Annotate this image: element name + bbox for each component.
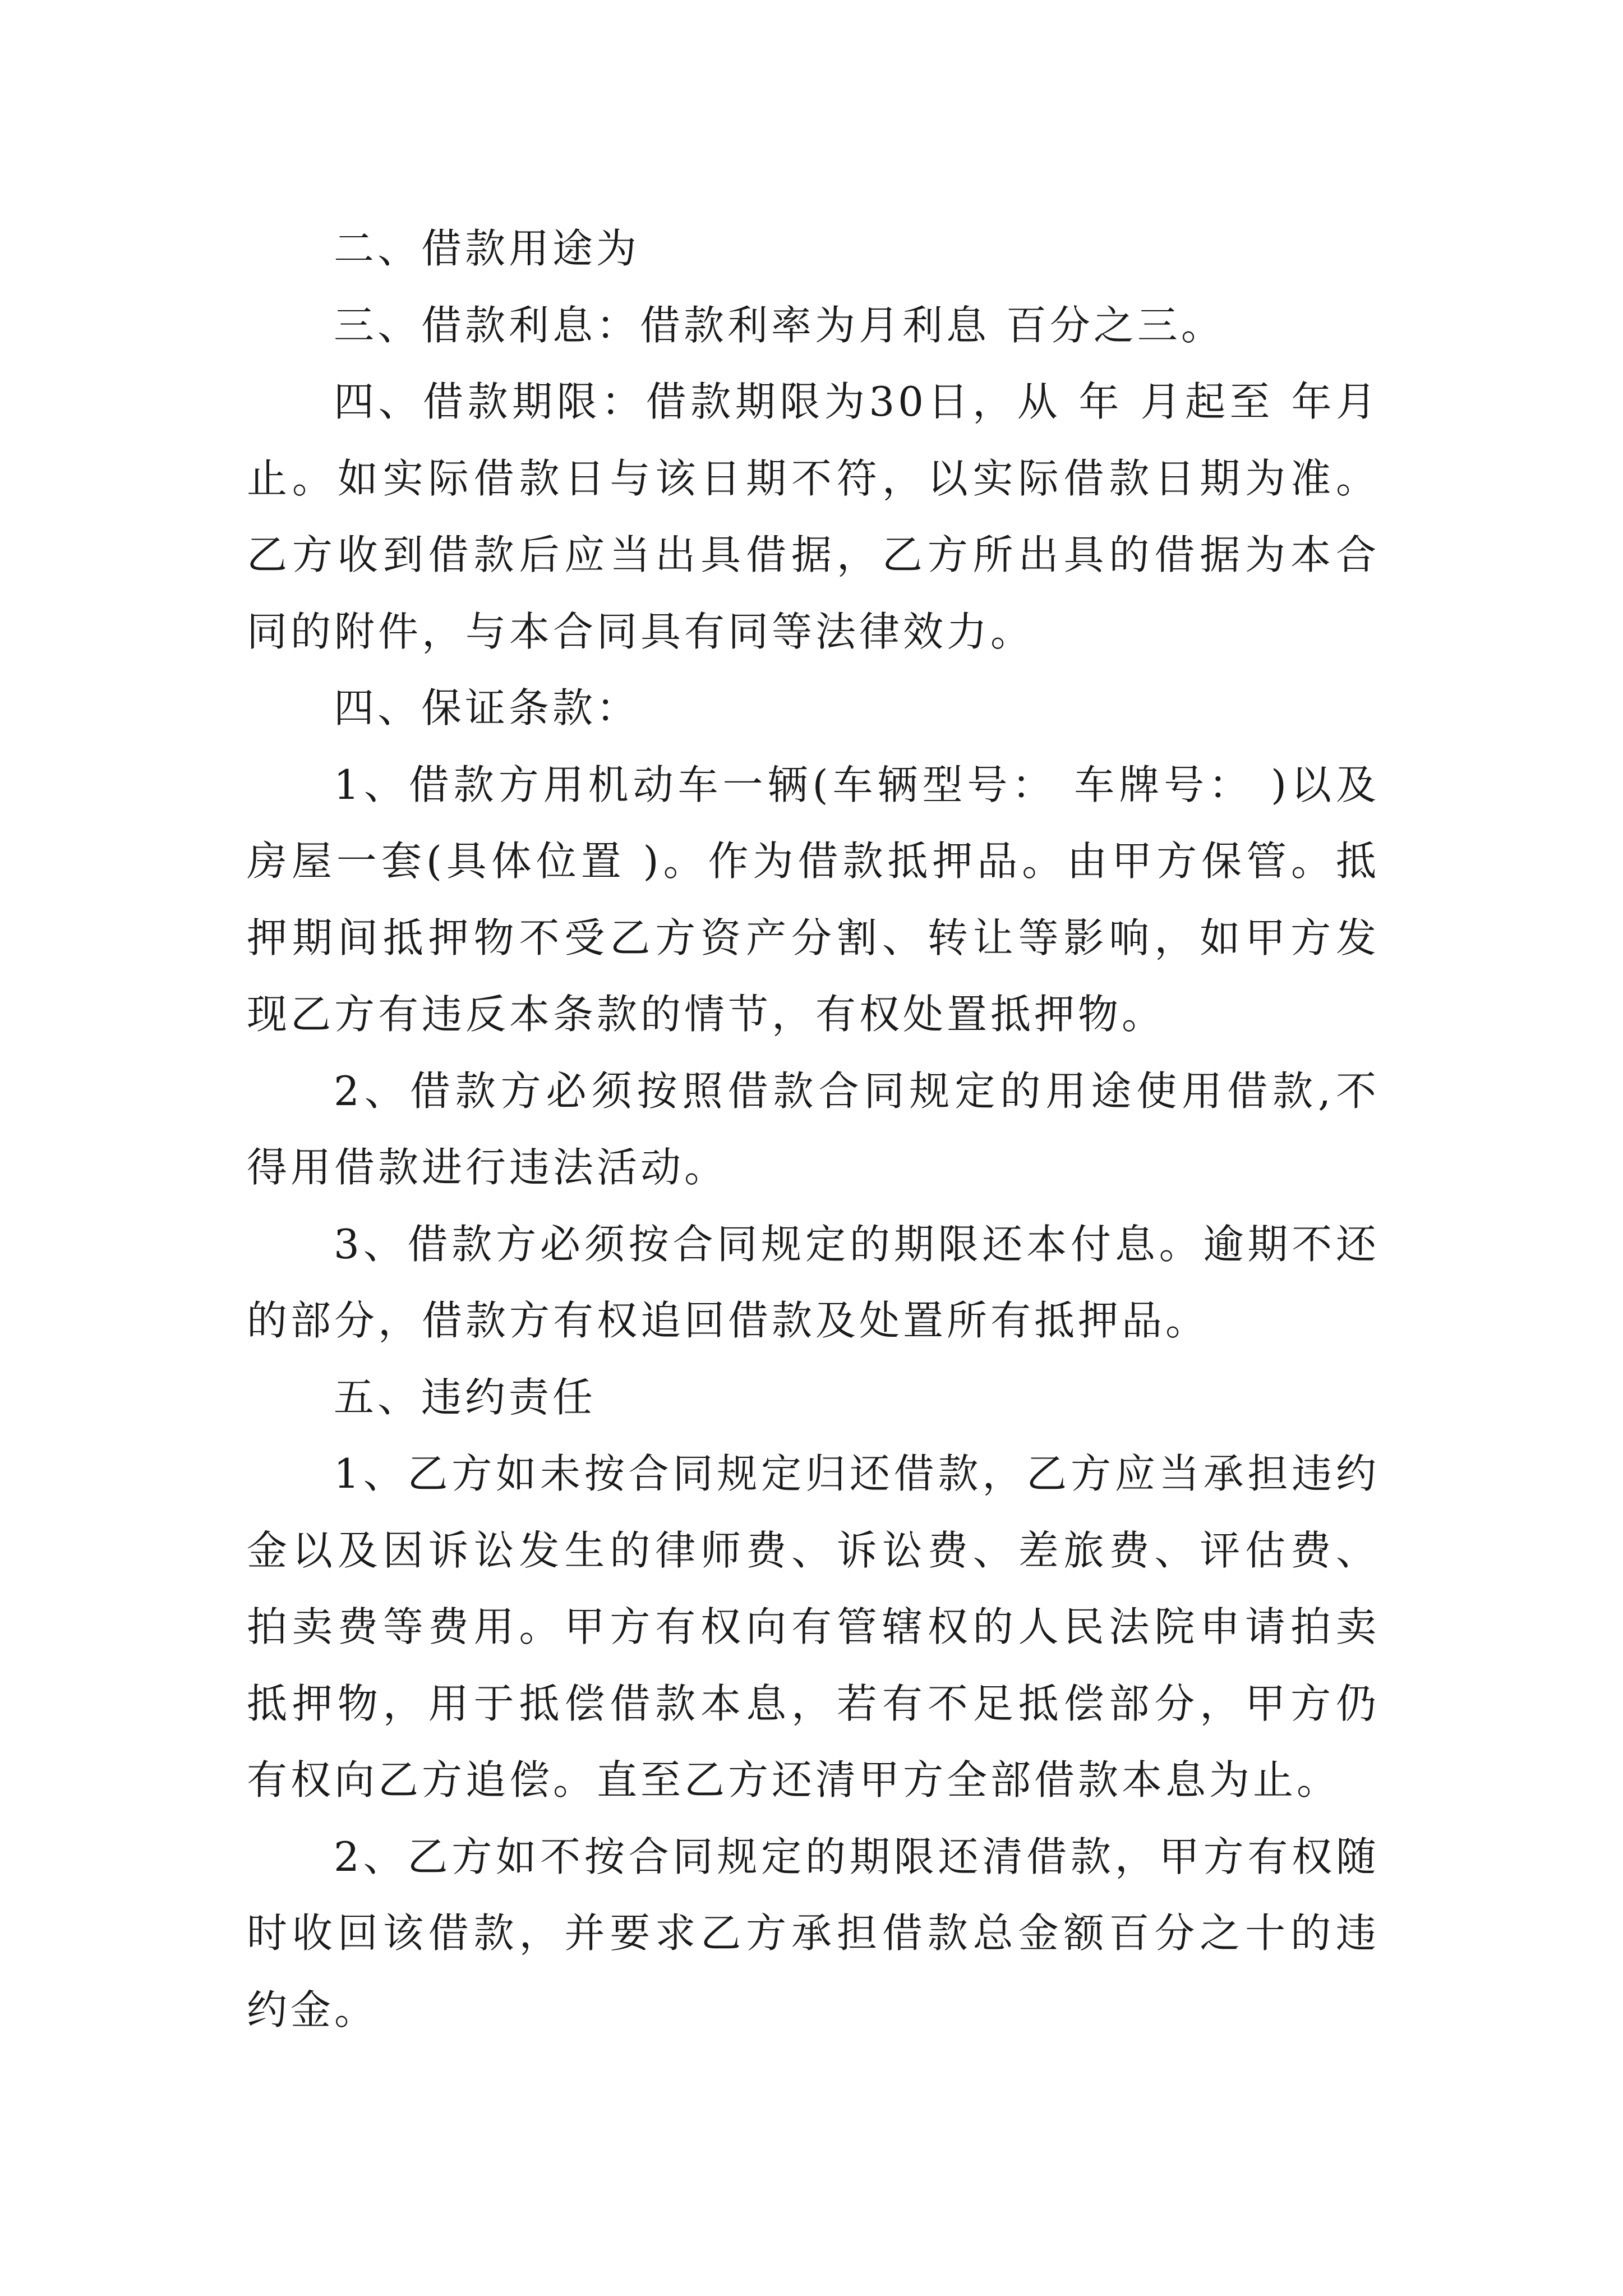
paragraph-guarantee-heading: 四、保证条款： [334,684,640,731]
paragraph-guarantee-3: 3、借款方必须按合同规定的期限还本付息。逾期不还的部分，借款方有权追回借款及处置所有抵押品。 [247,1220,1380,1344]
paragraph-term: 四、借款期限：借款期限为30日，从 年 月起至 年月止。如实际借款日与该日期不符，以实际借款日期为准。乙方收到借款后应当出具借据，乙方所出具的借据为本合同的附件，与本合同具有同等法律效力。 [247,378,1380,655]
paragraph-purpose: 二、借款用途为 [334,225,640,272]
paragraph-interest: 三、借款利息：借款利率为月利息 百分之三。 [334,301,1225,349]
paragraph-liability-heading: 五、违约责任 [334,1373,597,1421]
paragraph-guarantee-1: 1、借款方用机动车一辆(车辆型号： 车牌号： )以及房屋一套(具体位置 )。作为借款抵押品。由甲方保管。抵押期间抵押物不受乙方资产分割、转让等影响，如甲方发现乙方有违反本条款的情节，有权处置抵押物。 [247,761,1380,1038]
document-body [247,210,1380,2048]
paragraph-guarantee-2: 2、借款方必须按照借款合同规定的用途使用借款,不得用借款进行违法活动。 [247,1067,1380,1191]
paragraph-liability-1: 1、乙方如未按合同规定归还借款，乙方应当承担违约金以及因诉讼发生的律师费、诉讼费、差旅费、评估费、拍卖费等费用。甲方有权向有管辖权的人民法院申请拍卖抵押物，用于抵偿借款本息，若有不足抵偿部分，甲方仍有权向乙方追偿。直至乙方还清甲方全部借款本息为止。 [247,1450,1380,1803]
paragraph-liability-2: 2、乙方如不按合同规定的期限还清借款，甲方有权随时收回该借款，并要求乙方承担借款总金额百分之十的违约金。 [247,1833,1380,2033]
